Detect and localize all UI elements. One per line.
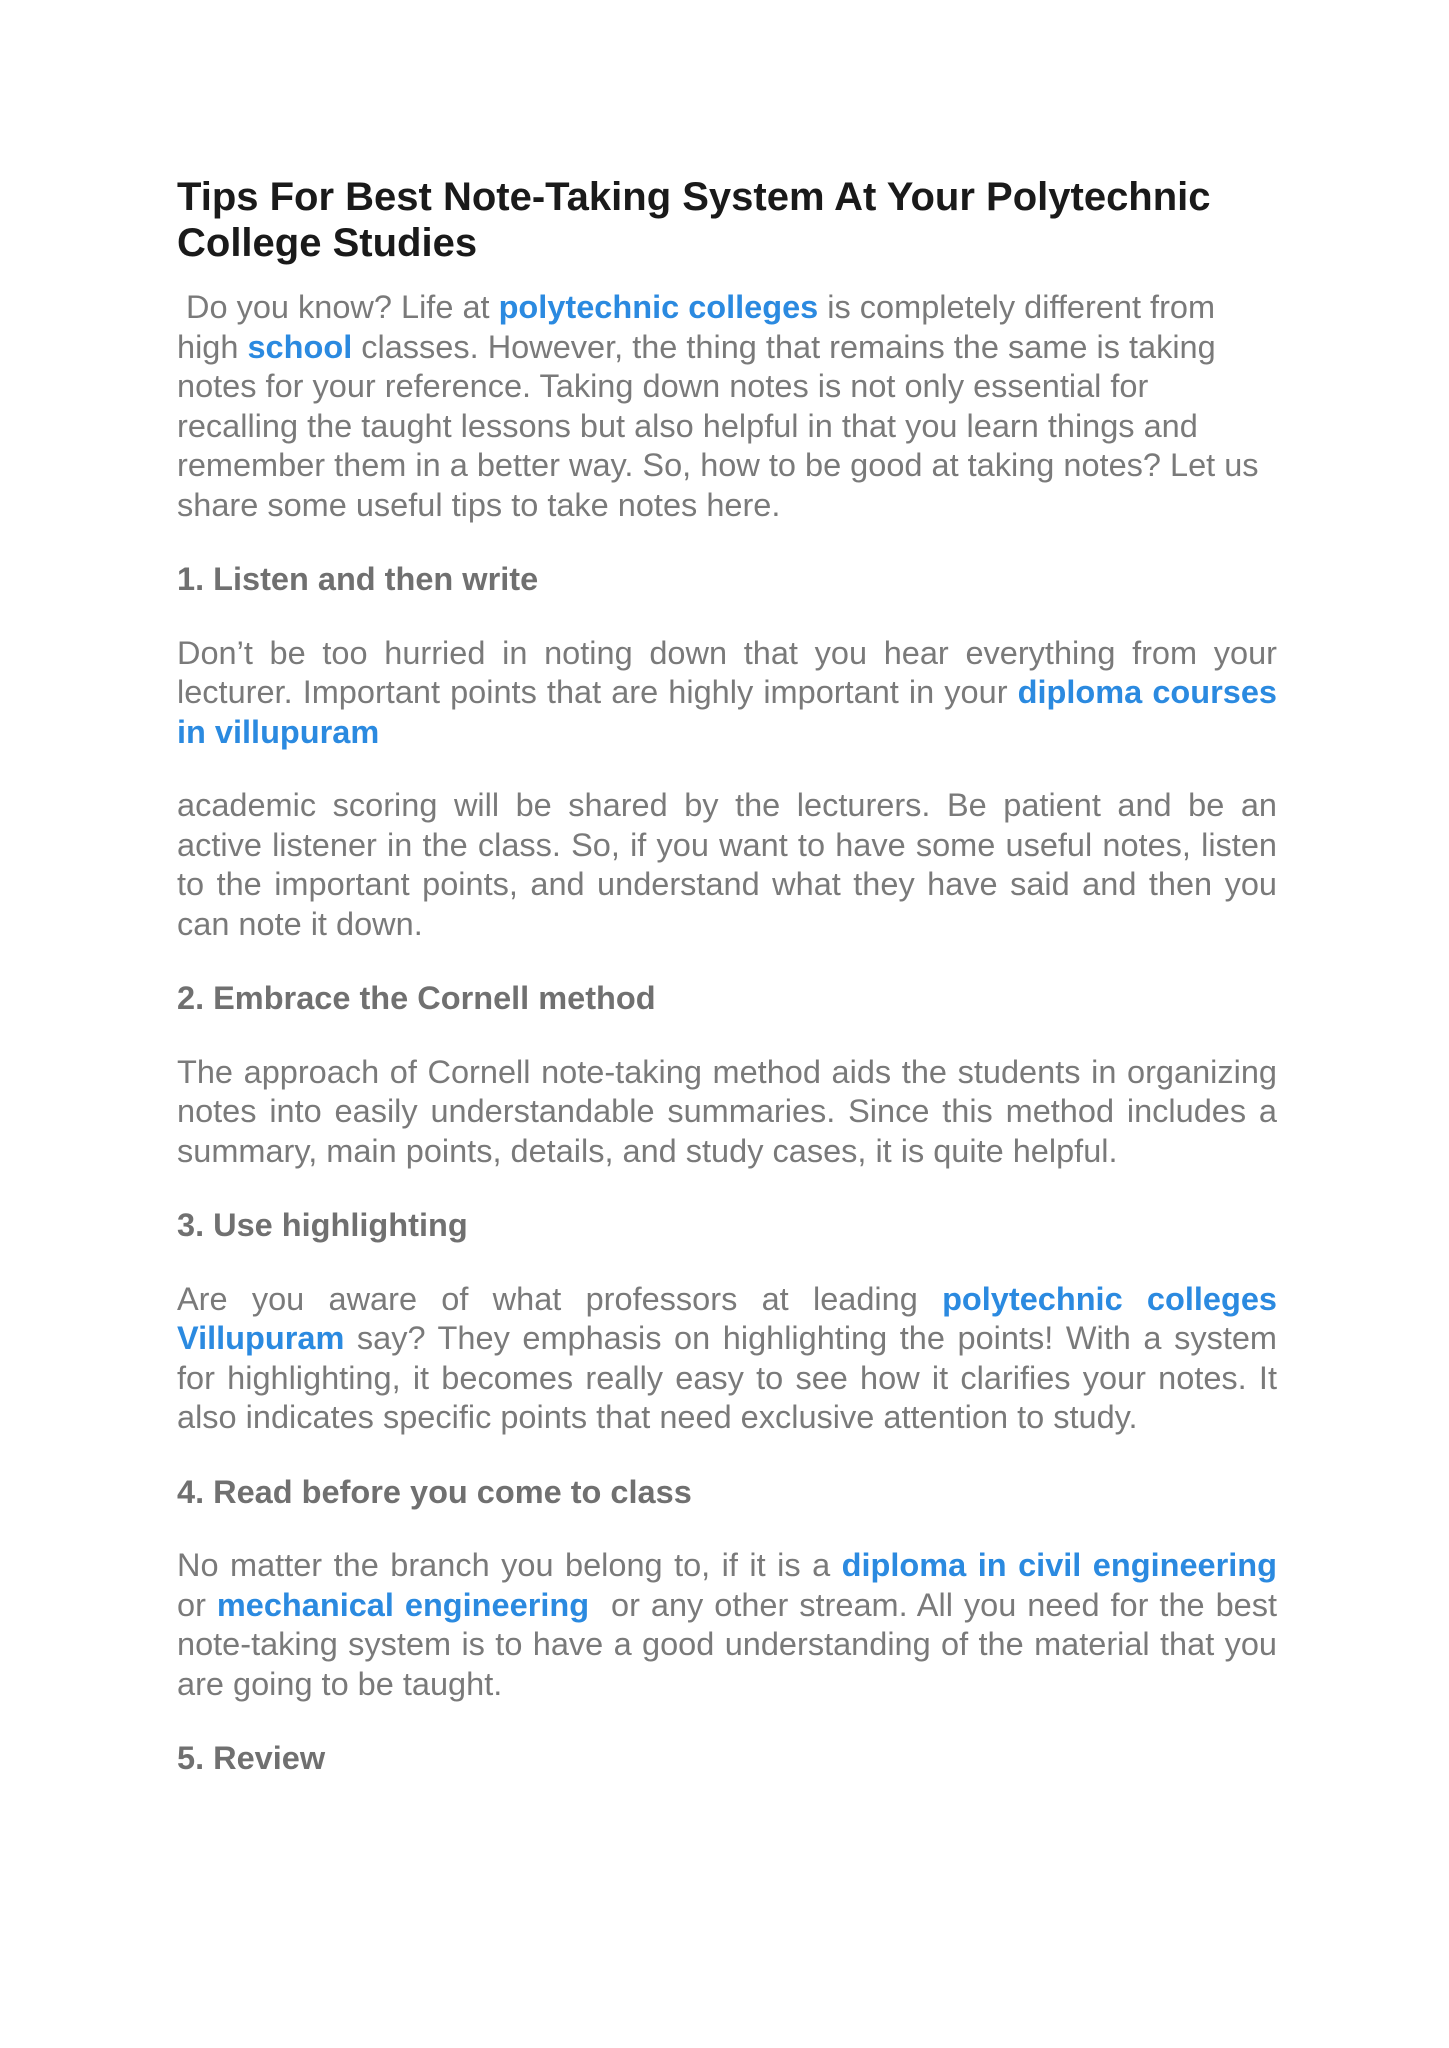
link-diploma-civil-engineering[interactable]: diploma in civil engineering: [841, 1547, 1277, 1583]
link-mechanical-engineering[interactable]: mechanical engineering: [216, 1586, 590, 1623]
page-title: Tips For Best Note-Taking System At Your Polytechnic College Studies: [177, 175, 1211, 265]
link-polytechnic-colleges[interactable]: polytechnic colleges: [498, 289, 819, 325]
section-4-text-3: or any other stream. All you need for the best note-taking system is to have a good understanding of the material that you are going to be taught.: [177, 1586, 1287, 1702]
section-4-paragraph-1: [177, 1546, 1287, 1704]
section-2-paragraph-1: The approach of Cornell note-taking method aids the students in organizing notes into easily understandable summaries. Since this method includes a summary, main points, details, and study cases, it is quite helpful.: [177, 1053, 1277, 1169]
link-school[interactable]: school: [247, 328, 353, 365]
section-1-text-1: Don’t be too hurried in noting down that you hear everything from your lecturer. Important points that are highly important in your: [177, 634, 1277, 710]
link-polytechnic-colleges-villupuram[interactable]: polytechnic colleges Villupuram: [177, 1280, 1277, 1356]
section-4-text-2: or: [177, 1586, 217, 1623]
link-diploma-courses-villupuram[interactable]: diploma courses in villupuram: [177, 674, 1277, 750]
section-heading-1: 1. Listen and then write: [177, 561, 539, 597]
section-3-paragraph-1: [177, 1280, 1277, 1438]
intro-text-3: classes. However, the thing that remains the same is taking notes for your reference. Taking down notes is not only essential for recalling the taught lessons but also helpful in that you learn things and remember them in a better way. So, how to be good at taking notes? Let us share some useful tips to take notes here.: [177, 328, 1259, 523]
intro-text-1: Do you know? Life at: [186, 289, 499, 325]
section-1-paragraph-2: academic scoring will be shared by the lecturers. Be patient and be an active listener in the class. So, if you want to have some useful notes, listen to the important points, and understand what they have said and then you can note it down.: [177, 787, 1277, 942]
intro-text-2: is completely different from high: [177, 289, 1216, 365]
section-1-paragraph-1: [177, 634, 1277, 753]
section-heading-3: 3. Use highlighting: [177, 1207, 468, 1243]
section-heading-5: 5. Review: [177, 1740, 326, 1776]
intro-paragraph: [177, 288, 1277, 525]
section-heading-4: 4. Read before you come to class: [177, 1473, 692, 1510]
document-page: [177, 174, 1287, 1779]
section-3-text-1: Are you aware of what professors at leading: [177, 1280, 943, 1317]
section-3-text-2: say? They emphasis on highlighting the points! With a system for highlighting, it becomes really easy to see how it clarifies your notes. It also indicates specific points that need exclusive attention to study.: [177, 1320, 1277, 1435]
section-heading-2: 2. Embrace the Cornell method: [177, 980, 656, 1016]
section-4-text-1: No matter the branch you belong to, if it is a: [177, 1547, 842, 1583]
